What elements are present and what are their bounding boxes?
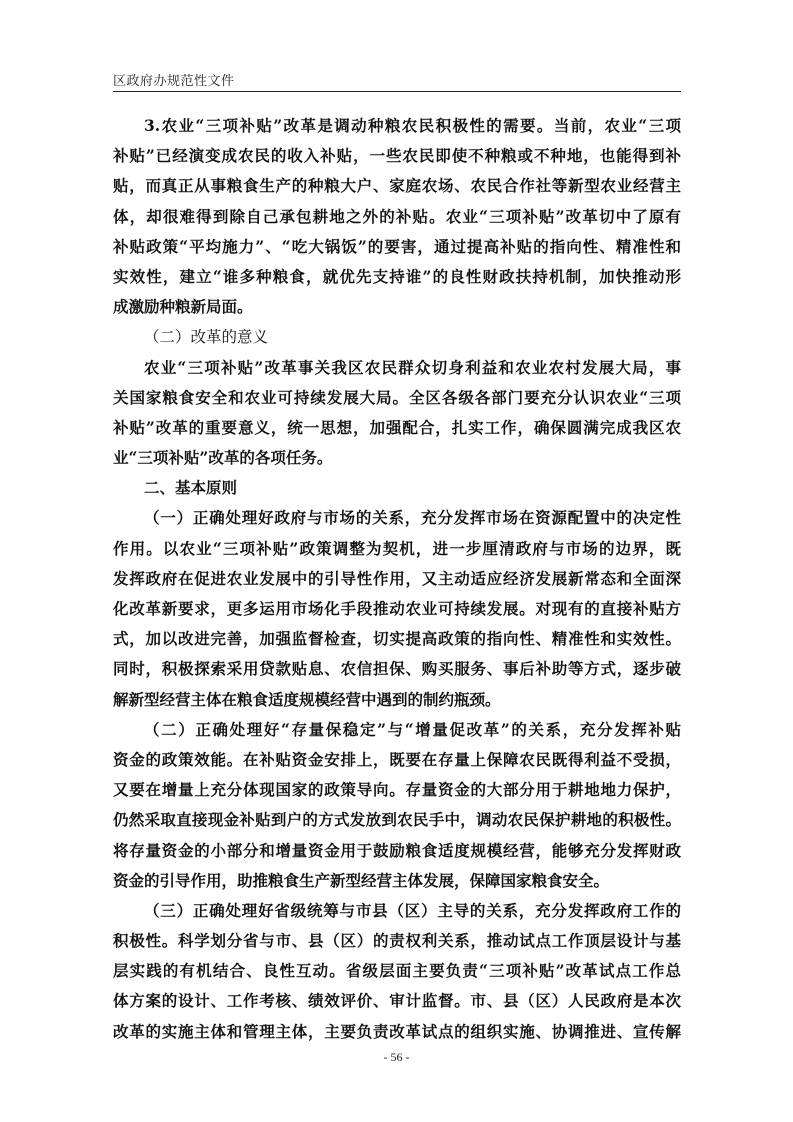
text-line: 关国家粮食安全和农业可持续发展大局。全区各级各部门要充分认识农业“三项	[113, 387, 681, 407]
text-line: 二、基本原则	[144, 478, 238, 498]
text-line: 资金的政策效能。在补贴资金安排上，既要在存量上保障农民既得利益不受损，	[113, 749, 681, 769]
text-line: 发挥政府在促进农业发展中的引导性作用，又主动适应经济发展新常态和全面深	[113, 568, 681, 588]
text-line: 化改革新要求，更多运用市场化手段推动农业可持续发展。对现有的直接补贴方	[113, 599, 681, 618]
header-divider	[113, 91, 681, 92]
text-line: 层实践的有机结合、良性互动。省级层面主要负责“三项补贴”改革试点工作总	[113, 961, 681, 981]
text-line: 补贴”改革的重要意义，统一思想，加强配合，扎实工作，确保圆满完成我区农	[113, 417, 681, 437]
text-line: 农业“三项补贴”改革事关我区农民群众切身利益和农业农村发展大局，事	[144, 357, 681, 377]
text-line: 业“三项补贴”改革的各项任务。	[113, 448, 333, 468]
text-line: （二）正确处理好“存量保稳定”与“增量促改革”的关系，充分发挥补贴	[144, 719, 681, 739]
text-line: 3.农业“三项补贴”改革是调动种粮农民积极性的需要。当前，农业“三项	[144, 116, 681, 135]
text-line: 仍然采取直接现金补贴到户的方式发放到农民手中，调动农民保护耕地的积极性。	[113, 810, 681, 830]
text-line: 体，却很难得到除自己承包耕地之外的补贴。农业“三项补贴”改革切中了原有	[113, 206, 681, 226]
document-body	[113, 111, 681, 1047]
text-line: （三）正确处理好省级统筹与市县（区）主导的关系，充分发挥政府工作的	[144, 900, 681, 920]
text-line: 作用。以农业“三项补贴”政策调整为契机，进一步厘清政府与市场的边界，既	[113, 538, 681, 558]
text-line: 积极性。科学划分省与市、县（区）的责权利关系，推动试点工作顶层设计与基	[113, 931, 681, 951]
text-line: 又要在增量上充分体现国家的政策导向。存量资金的大部分用于耕地地力保护，	[113, 780, 681, 800]
text-line: 将存量资金的小部分和增量资金用于鼓励粮食适度规模经营，能够充分发挥财政	[113, 840, 681, 860]
text-line: （二）改革的意义	[144, 328, 269, 347]
text-line: 式，加以改进完善，加强监督检查，切实提高政策的指向性、精准性和实效性。	[113, 629, 681, 649]
running-header: 区政府办规范性文件	[113, 74, 235, 89]
page-number: - 56 -	[383, 1050, 410, 1064]
text-line: （一）正确处理好政府与市场的关系，充分发挥市场在资源配置中的决定性	[144, 508, 681, 528]
text-line: 资金的引导作用，助推粮食生产新型经营主体发展，保障国家粮食安全。	[113, 870, 610, 890]
text-line: 贴，而真正从事粮食生产的种粮大户、家庭农场、农民合作社等新型农业经营主	[113, 176, 681, 196]
text-line: 补贴政策“平均施力”、“吃大锅饭”的要害，通过提高补贴的指向性、精准性和	[113, 236, 681, 256]
text-line: 实效性，建立“谁多种粮食，就优先支持谁”的良性财政扶持机制，加快推动形	[113, 266, 681, 286]
text-line: 改革的实施主体和管理主体，主要负责改革试点的组织实施、协调推进、宣传解	[113, 1021, 681, 1041]
text-line: 同时，积极探索采用贷款贴息、农信担保、购买服务、事后补助等方式，逐步破	[113, 659, 681, 679]
text-line: 成激励种粮新局面。	[113, 297, 253, 317]
text-line: 解新型经营主体在粮食适度规模经营中遇到的制约瓶颈。	[113, 689, 501, 709]
text-line: 补贴”已经演变成农民的收入补贴，一些农民即使不种粮或不种地，也能得到补	[113, 146, 681, 166]
text-line: 体方案的设计、工作考核、绩效评价、审计监督。市、县（区）人民政府是本次	[113, 991, 681, 1011]
